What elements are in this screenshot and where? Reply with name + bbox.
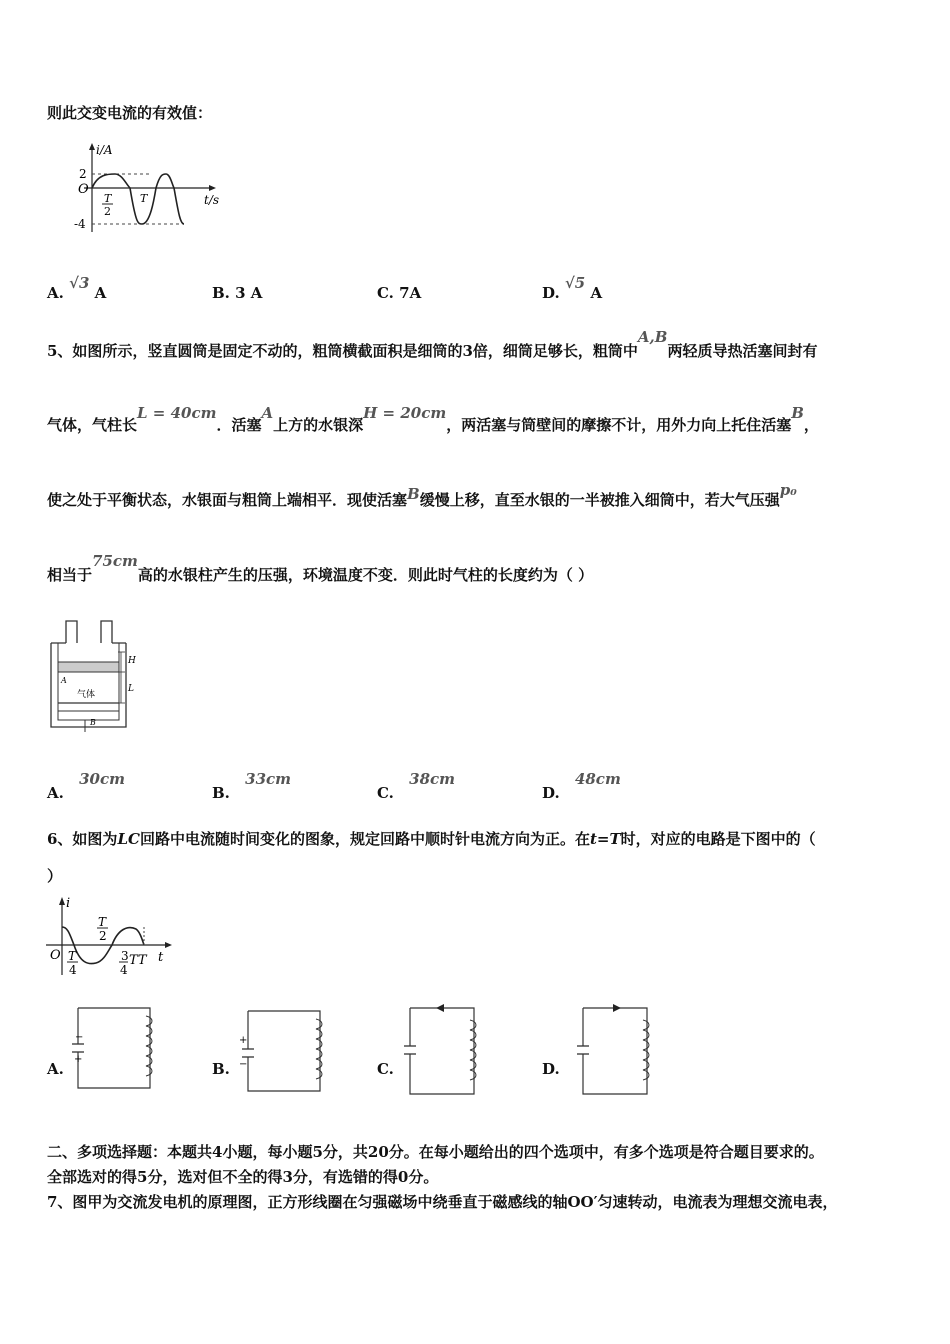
q4-option-math: √3 [69, 274, 90, 292]
q5-math: 75cm [92, 552, 138, 570]
q4-option-letter: B. [212, 284, 230, 302]
q5-math: L = 40cm [137, 404, 217, 422]
q5-line-4 [47, 552, 594, 584]
q5-line-3 [47, 481, 797, 509]
q5-text: 缓慢上移，直至水银的一半被推入细筒中，若大气压强 [419, 491, 780, 509]
q5-text: 使之处于平衡状态，水银面与粗筒上端相平．现使活塞 [47, 491, 408, 509]
q6-option-letter: D. [542, 1060, 560, 1078]
q5-text: 上方的水银深 [273, 416, 364, 434]
q5-option-letter: C. [377, 784, 394, 802]
q5-option-c[interactable] [377, 770, 456, 802]
q6-line-2: ） [47, 867, 63, 885]
q5-text: 相当于 [47, 566, 93, 584]
q6-option-a[interactable] [47, 1060, 64, 1078]
q5-option-letter: D. [542, 784, 560, 802]
q6-t4-num: T [68, 949, 77, 963]
q6-cap-plus: + [239, 1035, 248, 1046]
q5-option-letter: A. [47, 784, 64, 802]
q4-y-pos: 2 [79, 167, 87, 181]
q4-option-unit: A [94, 284, 107, 302]
q5-text: ，两活塞与筒壁间的摩擦不计，用外力向上托住活塞 [446, 416, 792, 434]
q6-t4-den: 4 [69, 963, 77, 977]
q4-option-text: 7A [399, 284, 422, 302]
q6-option-b[interactable] [212, 1060, 230, 1078]
q5-math: H = 20cm [363, 404, 447, 422]
q5-label-h: H [128, 656, 136, 666]
q6-option-letter: B. [212, 1060, 230, 1078]
section-2-line-1: 二、多项选择题：本题共4小题，每小题5分，共20分。在每小题给出的四个选项中，有多个选项是符合题目要求的。 [47, 1143, 824, 1161]
q5-label-gas: 气体 [77, 690, 96, 700]
q5-option-math: 30cm [79, 770, 125, 788]
q6-t2-den: 2 [99, 929, 107, 943]
q6-cap-plus: + [74, 1054, 83, 1065]
q6-cap-minus: − [75, 1032, 84, 1043]
q6-x-label: t [158, 950, 164, 965]
q5-math: p₀ [779, 481, 797, 499]
q6-t2-num: T [98, 915, 107, 929]
q5-option-d[interactable] [542, 770, 621, 802]
q6-option-d[interactable] [542, 1060, 560, 1078]
q7-line-1: 7、图甲为交流发电机的原理图，正方形线圈在匀强磁场中绕垂直于磁感线的轴OO′匀速转动，电流表为理想交流电表， [47, 1193, 838, 1211]
q4-x-label: t/s [204, 193, 220, 207]
q4-y-label: i/A [96, 143, 113, 157]
q6-current-graph [40, 895, 180, 985]
q5-math: B [407, 485, 420, 503]
q5-text: 5、如图所示，竖直圆筒是固定不动的，粗筒横截面积是细筒的3倍，细筒足够长，粗筒中 [47, 342, 638, 360]
q5-text: 气体，气柱长 [47, 416, 138, 434]
q5-option-letter: B. [212, 784, 230, 802]
q5-math: B [791, 404, 804, 422]
q6-y-label: i [66, 896, 71, 911]
q6-origin: O [50, 948, 61, 963]
q6-text: 时，对应的电路是下图中的（ [620, 830, 816, 848]
q4-t-full: T [140, 192, 148, 205]
q5-label-l: L [128, 684, 134, 694]
q5-option-math: 38cm [409, 770, 456, 788]
q6-cap-minus: − [239, 1059, 248, 1070]
q5-option-b[interactable] [212, 770, 292, 802]
q6-circuit-b [238, 1005, 328, 1095]
q4-origin: O [78, 182, 89, 197]
q5-line-1 [47, 328, 818, 360]
q4-option-letter: D. [542, 284, 560, 302]
q6-option-letter: C. [377, 1060, 394, 1078]
q5-option-math: 48cm [574, 770, 621, 788]
q4-option-a[interactable] [47, 274, 107, 302]
q6-circuit-d [573, 1002, 663, 1097]
q4-option-c[interactable] [377, 284, 421, 302]
q4-t-half-den: 2 [104, 205, 111, 218]
q4-option-text: 3 A [235, 284, 263, 302]
q4-option-letter: A. [47, 284, 64, 302]
q6-line-1 [47, 830, 816, 848]
q6-t34-num: 3 [121, 949, 129, 963]
q5-text: 两轻质导热活塞间封有 [667, 342, 818, 360]
q5-text: ．活塞 [216, 416, 262, 434]
q5-cylinder-figure [45, 615, 155, 735]
q6-text: 回路中电流随时间变化的图象，规定回路中顺时针电流方向为正。在 [139, 830, 590, 848]
q4-current-graph [70, 140, 250, 240]
q4-option-unit: A [590, 284, 603, 302]
q5-text: ， [803, 416, 819, 434]
section-2-line-2: 全部选对的得5分，选对但不全的得3分，有选错的得0分。 [47, 1168, 439, 1186]
q4-y-neg: -4 [74, 217, 86, 231]
q4-option-math: √5 [564, 274, 586, 292]
q5-label-b: B [90, 718, 96, 727]
q5-option-math: 33cm [245, 770, 292, 788]
intro-line: 则此交变电流的有效值： [47, 104, 213, 122]
q5-math: A [261, 404, 274, 422]
q4-t-half-num: T [104, 192, 112, 205]
q5-math: A,B [637, 328, 668, 346]
q6-circuit-a [70, 1002, 160, 1092]
q6-t34-den: 4 [120, 963, 128, 977]
q4-option-d[interactable] [542, 274, 603, 302]
q5-text: 高的水银柱产生的压强，环境温度不变．则此时气柱的长度约为（ ） [137, 566, 594, 584]
q6-option-c[interactable] [377, 1060, 394, 1078]
q6-t34-tt: TT [129, 953, 147, 968]
q6-math: t=T [589, 830, 621, 848]
q6-math: LC [117, 830, 140, 848]
q4-option-letter: C. [377, 284, 394, 302]
q6-option-letter: A. [47, 1060, 64, 1078]
q5-line-2 [47, 404, 819, 434]
q6-circuit-c [400, 1002, 490, 1097]
q4-option-b[interactable] [212, 284, 262, 302]
q5-option-a[interactable] [47, 770, 125, 802]
q6-text: 6、如图为 [47, 830, 118, 848]
q5-label-a: A [61, 676, 67, 685]
